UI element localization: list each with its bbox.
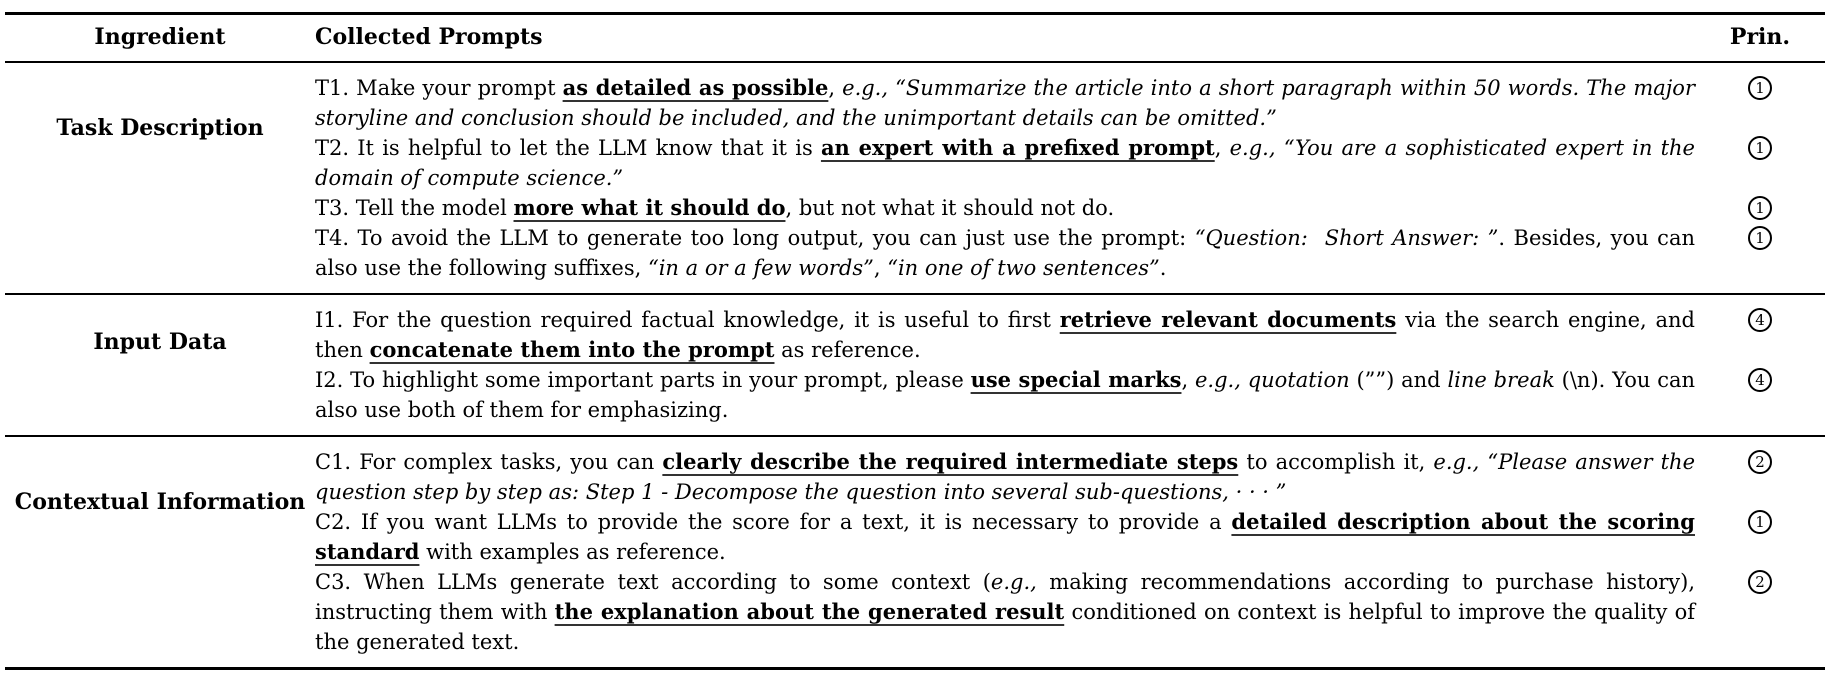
text-segment: detailed description about the scoring standard	[315, 509, 1695, 564]
prompt-text	[315, 193, 1695, 223]
text-segment: with examples as reference.	[419, 540, 726, 564]
prompt-row	[315, 193, 1825, 223]
text-segment: e.g., quotation	[1194, 368, 1350, 392]
table-section	[5, 437, 1825, 667]
principle-cell	[1695, 73, 1825, 133]
principle-cell	[1695, 305, 1825, 365]
principle-cell	[1695, 193, 1825, 223]
text-segment: ,	[1214, 136, 1230, 160]
text-segment: e.g.,	[990, 570, 1037, 594]
text-segment: concatenate them into the prompt	[369, 337, 775, 362]
prompt-text	[315, 507, 1695, 567]
text-segment: I1. For the question required factual knowledge, it is useful to first	[315, 308, 1060, 332]
table-section	[5, 295, 1825, 437]
ingredient-label: Contextual Information	[14, 489, 306, 515]
text-segment: via the search engine, and then	[315, 308, 1695, 362]
text-segment: (\n). You can also use both of them for emphasizing.	[315, 368, 1695, 422]
principle-cell	[1695, 567, 1825, 657]
text-segment: .	[1159, 256, 1167, 280]
text-segment: T4. To avoid the LLM to generate too long output, you can just use the prompt:	[315, 226, 1195, 250]
text-segment: , but not what it should not do.	[785, 196, 1115, 220]
text-segment: ,	[1181, 368, 1195, 392]
text-segment: T3. Tell the model	[315, 196, 514, 220]
principle-badge: 1	[1748, 226, 1772, 250]
column-header-collected-prompts: Collected Prompts	[315, 24, 543, 50]
table-body	[5, 63, 1825, 667]
prompt-row	[315, 365, 1825, 425]
ingredient-label: Input Data	[93, 329, 227, 355]
prompt-row	[315, 73, 1825, 133]
text-segment: ,	[873, 256, 888, 280]
column-header-prin: Prin.	[1729, 24, 1791, 50]
principle-badge: 1	[1748, 510, 1772, 534]
principle-badge: 2	[1748, 450, 1772, 474]
table-header-row	[5, 15, 1825, 63]
text-segment: ,	[828, 76, 843, 100]
text-segment: line break	[1447, 368, 1555, 392]
text-segment: . Besides, you can also use the following suffixes,	[315, 226, 1695, 280]
table-section	[5, 63, 1825, 295]
prompt-text	[315, 567, 1695, 657]
text-segment: use special marks	[970, 367, 1182, 392]
text-segment: more what it should do	[513, 195, 786, 220]
ingredient-label: Task Description	[56, 115, 264, 141]
text-segment: “in one of two sentences”	[887, 256, 1160, 280]
principle-cell	[1695, 507, 1825, 567]
collected-prompts-table	[5, 12, 1825, 670]
text-segment: as detailed as possible	[562, 75, 829, 100]
text-segment: conditioned on context is helpful to improve the quality of the generated text.	[315, 600, 1695, 654]
text-segment: e.g., “Please answer the question step by step as: Step 1 - Decompose the question into several sub-questions, · · · ”	[315, 450, 1696, 504]
prompts-cell	[315, 305, 1825, 425]
principle-badge: 4	[1748, 368, 1772, 392]
text-segment: “in a or a few words”	[647, 256, 874, 280]
principle-cell	[1695, 365, 1825, 425]
prompt-text	[315, 365, 1695, 425]
principle-badge: 1	[1748, 76, 1772, 100]
text-segment: T2. It is helpful to let the LLM know that it is	[315, 136, 821, 160]
principle-badge: 1	[1748, 136, 1772, 160]
text-segment: e.g., “Summarize the article into a short paragraph within 50 words. The major storyline and conclusion should be included, and the unimportant details can be omitted.”	[315, 76, 1695, 130]
prompt-row	[315, 223, 1825, 283]
principle-badge: 2	[1748, 570, 1772, 594]
text-segment: retrieve relevant documents	[1059, 307, 1397, 332]
prompt-text	[315, 447, 1695, 507]
prompt-text	[315, 133, 1695, 193]
text-segment: e.g., “You are a sophisticated expert in the domain of compute science.”	[315, 136, 1695, 190]
text-segment: T1. Make your prompt	[315, 76, 563, 100]
text-segment: “Question: Short Answer: ”	[1194, 226, 1499, 250]
prompt-row	[315, 567, 1825, 657]
prompt-text	[315, 223, 1695, 283]
text-segment: to accomplish it,	[1238, 450, 1434, 474]
text-segment: (””) and	[1349, 368, 1448, 392]
text-segment: clearly describe the required intermediate steps	[662, 449, 1239, 474]
principle-badge: 4	[1748, 308, 1772, 332]
text-segment: C3. When LLMs generate text according to some context (	[315, 570, 991, 594]
prompt-row	[315, 305, 1825, 365]
principle-cell	[1695, 447, 1825, 507]
text-segment: an expert with a prefixed prompt	[820, 135, 1215, 160]
prompts-cell	[315, 73, 1825, 283]
text-segment: C1. For complex tasks, you can	[315, 450, 663, 474]
text-segment: the explanation about the generated result	[554, 599, 1065, 624]
prompt-text	[315, 73, 1695, 133]
principle-badge: 1	[1748, 196, 1772, 220]
column-header-ingredient: Ingredient	[94, 24, 226, 50]
text-segment: as reference.	[774, 338, 921, 362]
prompt-row	[315, 133, 1825, 193]
prompt-text	[315, 305, 1695, 365]
text-segment: C2. If you want LLMs to provide the score for a text, it is necessary to provide a	[315, 510, 1232, 534]
text-segment: I2. To highlight some important parts in your prompt, please	[315, 368, 971, 392]
principle-cell	[1695, 223, 1825, 283]
prompt-row	[315, 447, 1825, 507]
prompt-row	[315, 507, 1825, 567]
prompts-cell	[315, 447, 1825, 657]
principle-cell	[1695, 133, 1825, 193]
text-segment: making recommendations according to purchase history), instructing them with	[315, 570, 1695, 624]
